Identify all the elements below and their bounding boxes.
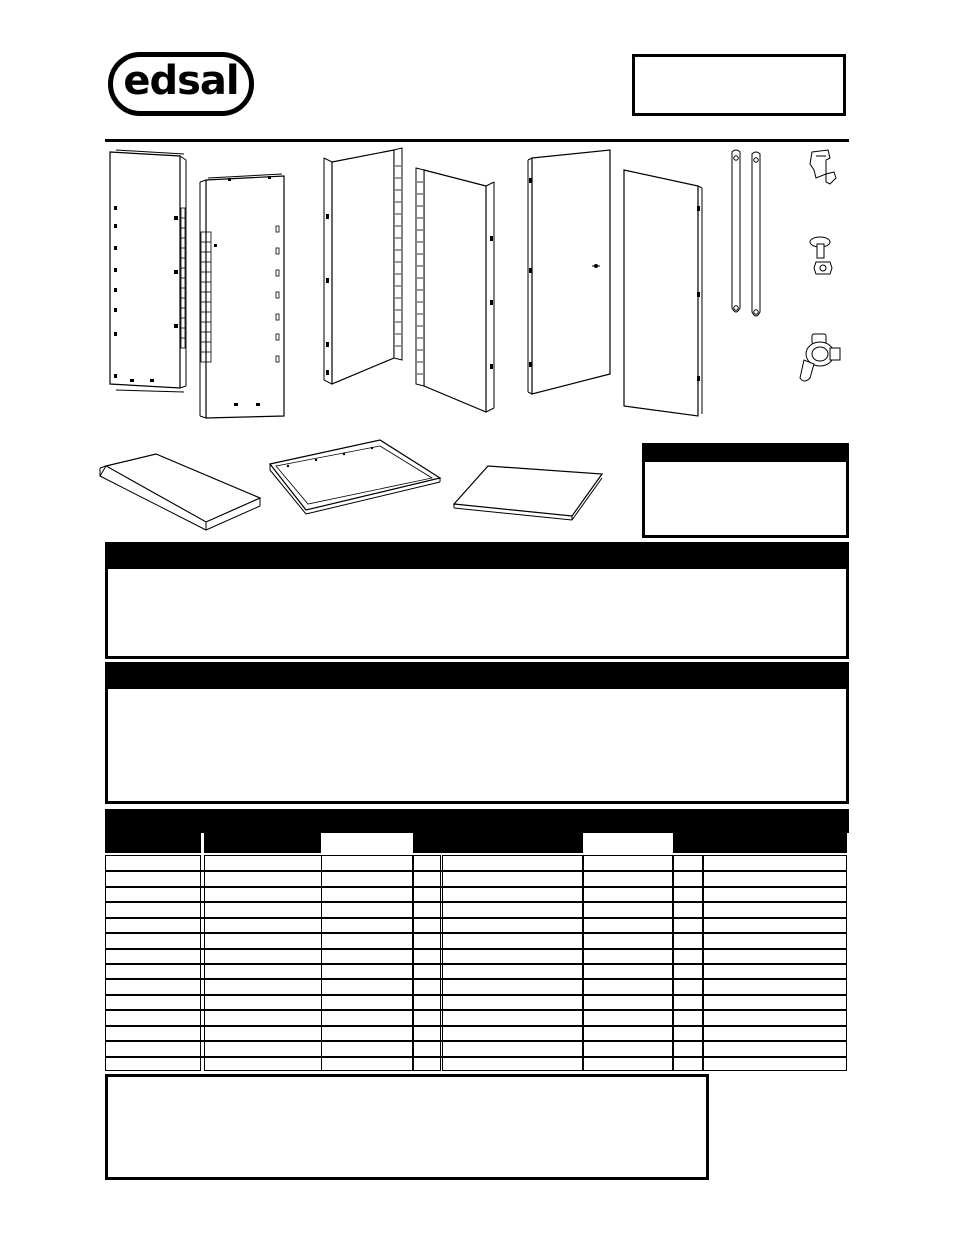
right-frame-icon — [412, 166, 500, 414]
table-row — [105, 948, 847, 950]
left-frame-icon — [318, 148, 404, 388]
back-panel-icon — [198, 172, 288, 420]
section-1-header — [105, 542, 849, 568]
note-box — [642, 462, 849, 538]
col-head-3 — [413, 833, 583, 853]
section-2-body — [105, 686, 849, 804]
table-row — [105, 994, 847, 996]
col-head-gap-1 — [321, 833, 413, 855]
logo-text: edsal — [123, 58, 239, 104]
right-door-icon — [620, 166, 706, 418]
parts-table — [105, 833, 849, 1071]
table-row — [105, 1025, 847, 1027]
clip-icon — [800, 148, 844, 190]
model-number-box — [632, 54, 846, 116]
table-row — [105, 1009, 847, 1011]
left-door-icon — [526, 148, 616, 396]
table-row — [105, 901, 847, 903]
table-row — [105, 1056, 847, 1058]
table-row — [105, 963, 847, 965]
col-head-gap-2 — [583, 833, 673, 855]
table-row — [105, 978, 847, 980]
col-head-1 — [105, 833, 201, 853]
table-row — [105, 917, 847, 919]
table-row — [105, 870, 847, 872]
strap-bar-icon — [722, 148, 772, 324]
header-divider — [105, 139, 849, 142]
table-rows — [105, 855, 847, 1071]
lock-handle-icon — [790, 330, 846, 386]
parts-table-header — [105, 809, 849, 833]
bolt-nut-icon — [804, 234, 844, 280]
section-2-header — [105, 662, 849, 688]
table-row — [105, 886, 847, 888]
bottom-shelf-icon — [264, 436, 444, 514]
table-row — [105, 1040, 847, 1042]
col-head-4 — [673, 833, 847, 853]
table-row — [105, 932, 847, 934]
notes-box — [105, 1074, 709, 1180]
section-1-body — [105, 566, 849, 659]
shelf-icon — [96, 450, 262, 532]
top-panel-icon — [450, 462, 606, 524]
side-panel-icon — [106, 148, 190, 394]
edsal-logo — [108, 52, 254, 116]
